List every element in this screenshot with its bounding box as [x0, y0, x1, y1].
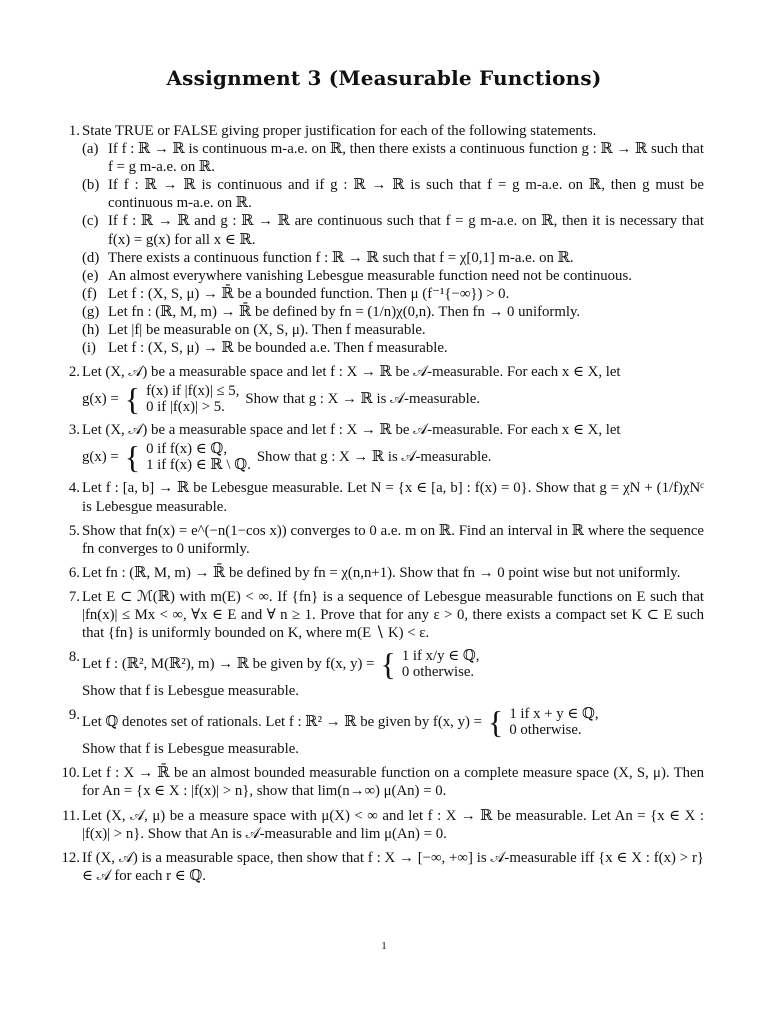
question-8 — [68, 646, 704, 700]
assignment-body — [61, 122, 704, 891]
case-2: 0 if |f(x)| > 5. — [146, 399, 225, 416]
piecewise-lhs: g(x) = — [82, 391, 119, 408]
question-10 — [61, 764, 704, 800]
question-text: Show that fn(x) = e^(−n(1−cos x)) converges to 0 a.e. m on ℝ. Find an interval in ℝ where the sequence fn converges to 0 uniformly. — [82, 522, 704, 557]
sub-label: (f) — [82, 285, 97, 302]
question-12 — [61, 849, 704, 885]
piecewise-lhs: g(x) = — [82, 449, 119, 466]
case-2: 1 if f(x) ∈ ℝ \ ℚ. — [146, 457, 251, 474]
question-7 — [68, 588, 704, 642]
sub-label: (h) — [82, 322, 100, 339]
question-6 — [68, 564, 704, 582]
sub-label: (c) — [82, 213, 99, 230]
sub-label: (a) — [82, 141, 99, 158]
question-number: 2. — [68, 364, 80, 381]
sub-question-f — [82, 285, 704, 303]
question-1 — [68, 122, 704, 357]
question-lead: Let f : (ℝ², M(ℝ²), m) → ℝ be given by f(x, y) = — [82, 656, 375, 673]
left-brace-symbol: { — [124, 439, 141, 476]
question-3 — [68, 421, 704, 476]
question-text: Let fn : (ℝ, M, m) → ℝ̄ be defined by fn = χ(n,n+1). Show that fn → 0 point wise but not uniformly. — [82, 564, 681, 581]
sub-label: (g) — [82, 303, 100, 320]
case-1: 0 if f(x) ∈ ℚ, — [146, 441, 228, 458]
sub-question-d — [82, 249, 704, 267]
sub-label: (d) — [82, 249, 100, 266]
question-4 — [68, 479, 704, 515]
question-number: 4. — [68, 480, 80, 497]
piecewise-cases — [509, 706, 598, 738]
question-text: Let (X, 𝒜) be a measurable space and let f : X → ℝ be 𝒜-measurable. For each x ∈ X, let — [82, 422, 621, 439]
sub-text: If f : ℝ → ℝ and g : ℝ → ℝ are continuous such that f = g m-a.e. on ℝ, then it is necessary that f(x) = g(x) for all x ∈ ℝ. — [108, 213, 704, 248]
question-number: 11. — [62, 807, 80, 824]
question-2 — [68, 363, 704, 418]
sub-text: Let f : (X, S, μ) → ℝ̄ be a bounded function. Then μ (f⁻¹{−∞}) > 0. — [108, 285, 510, 302]
sub-label: (e) — [82, 267, 99, 284]
question-text: If (X, 𝒜) is a measurable space, then show that f : X → [−∞, +∞] is 𝒜-measurable iff {x ∈ X : f(x) > r} ∈ 𝒜 for each r ∈ ℚ. — [82, 849, 704, 884]
case-1: 1 if x/y ∈ ℚ, — [401, 648, 480, 665]
question-number: 5. — [68, 522, 80, 539]
page-number: 1 — [381, 940, 387, 952]
question-number: 1. — [68, 123, 80, 139]
question-11 — [62, 807, 704, 843]
question-5 — [68, 522, 704, 558]
sub-question-c — [82, 212, 704, 248]
sub-text: Let |f| be measurable on (X, S, μ). Then f measurable. — [108, 322, 426, 339]
question-tail: Show that g : X → ℝ is 𝒜-measurable. — [245, 391, 481, 408]
case-2: 0 otherwise. — [509, 722, 582, 739]
piecewise-cases — [146, 441, 251, 473]
sub-question-g — [82, 303, 704, 321]
piecewise-definition — [82, 439, 704, 476]
question-number: 6. — [68, 564, 80, 581]
left-brace-symbol: { — [124, 381, 141, 418]
question-text: Let (X, 𝒜) be a measurable space and let f : X → ℝ be 𝒜-measurable. For each x ∈ X, let — [82, 364, 621, 381]
question-tail: Show that f is Lebesgue measurable. — [82, 683, 299, 700]
sub-label: (i) — [82, 340, 96, 357]
page-title: Assignment 3 (Measurable Functions) — [166, 66, 602, 90]
left-brace-symbol: { — [380, 646, 396, 683]
question-text: State TRUE or FALSE giving proper justification for each of the following statements. — [82, 123, 597, 139]
case-1: 1 if x + y ∈ ℚ, — [509, 706, 599, 723]
sub-question-i — [82, 339, 704, 357]
piecewise-definition — [82, 704, 704, 741]
sub-label: (b) — [82, 177, 100, 194]
sub-text: Let f : (X, S, μ) → ℝ be bounded a.e. Then f measurable. — [108, 340, 448, 357]
question-text: Let f : X → ℝ̄ be an almost bounded measurable function on a complete measure space (X, S, μ). Then for An = {x ∈ X : |f(x)| > n}, show that lim(n→∞) μ(An) = 0. — [82, 765, 704, 800]
sub-text: An almost everywhere vanishing Lebesgue measurable function need not be continuous. — [108, 267, 632, 284]
question-text: Let E ⊂ ℳ(ℝ) with m(E) < ∞. If {fn} is a sequence of Lebesgue measurable functions on E such that |fn(x)| ≤ Mx < ∞, ∀x ∈ E and ∀ n ≥ 1. Prove that for any ε > 0, there exists a compact set K ⊂ E such that {fn} is uniformly bounded on K, where m(E ∖ K) < ε. — [82, 588, 704, 642]
sub-question-e — [82, 267, 704, 285]
sub-question-h — [82, 321, 704, 339]
question-tail: Show that f is Lebesgue measurable. — [82, 741, 299, 758]
sub-text: Let fn : (ℝ, M, m) → ℝ̄ be defined by fn = (1/n)χ(0,n). Then fn → 0 uniformly. — [108, 303, 581, 320]
piecewise-definition — [82, 646, 704, 683]
question-number: 12. — [61, 849, 80, 866]
case-1: f(x) if |f(x)| ≤ 5, — [146, 383, 240, 400]
question-text: Let (X, 𝒜, μ) be a measure space with μ(X) < ∞ and let f : X → ℝ be measurable. Let An = {x ∈ X : |f(x)| > n}. Show that An is 𝒜-measurable and lim μ(An) = 0. — [82, 807, 704, 842]
sub-text: If f : ℝ → ℝ is continuous and if g : ℝ → ℝ is such that f = g m-a.e. on ℝ, then g must be continuous m-a.e. on ℝ. — [108, 177, 704, 212]
sub-question-b — [82, 176, 704, 212]
sub-text: If f : ℝ → ℝ is continuous m-a.e. on ℝ, then there exists a continuous function g : ℝ → ℝ such that f = g m-a.e. on ℝ. — [108, 141, 704, 176]
piecewise-definition — [82, 381, 704, 418]
question-number: 9. — [68, 707, 80, 724]
piecewise-cases — [402, 648, 480, 680]
left-brace-symbol: { — [487, 704, 504, 741]
case-2: 0 otherwise. — [401, 664, 475, 681]
piecewise-cases — [146, 383, 239, 415]
question-9 — [68, 704, 704, 758]
sub-question-a — [82, 140, 704, 176]
question-number: 8. — [68, 649, 80, 666]
question-number: 7. — [68, 588, 80, 605]
question-number: 3. — [68, 422, 80, 439]
sub-text: There exists a continuous function f : ℝ → ℝ such that f = χ[0,1] m-a.e. on ℝ. — [108, 249, 574, 266]
question-tail: Show that g : X → ℝ is 𝒜-measurable. — [256, 449, 492, 466]
question-lead: Let ℚ denotes set of rationals. Let f : ℝ² → ℝ be given by f(x, y) = — [82, 714, 482, 731]
question-number: 10. — [61, 765, 80, 782]
question-text: Let f : [a, b] → ℝ be Lebesgue measurable. Let N = {x ∈ [a, b] : f(x) = 0}. Show that g = χN + (1/f)χNᶜ is Lebesgue measurable. — [82, 480, 704, 515]
